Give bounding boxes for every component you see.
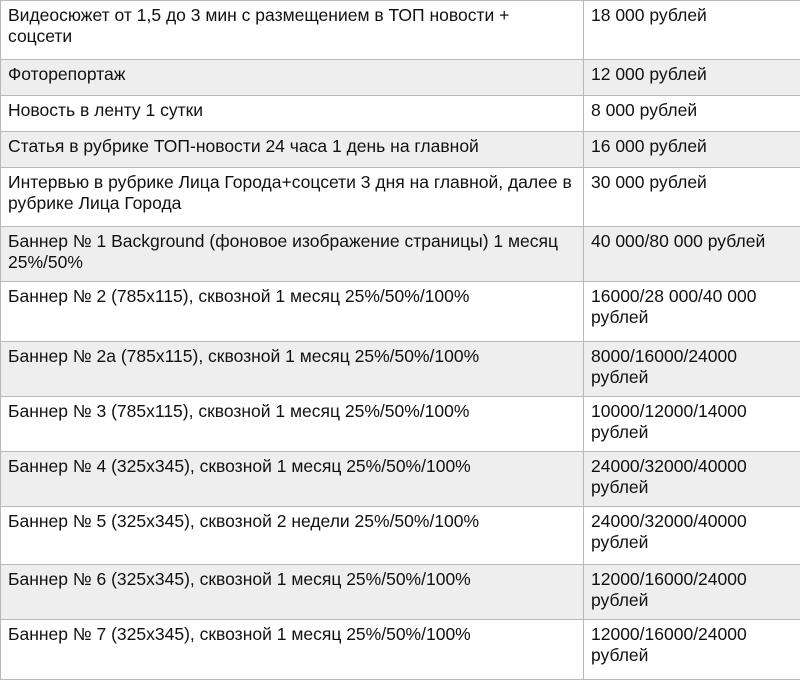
service-cell (1, 282, 584, 342)
service-text: Баннер № 3 (785х115), сквозной 1 месяц 25%/50%/100% (8, 401, 470, 421)
table-row (1, 168, 800, 227)
price-cell (584, 507, 800, 565)
price-cell (584, 620, 800, 680)
table-row (1, 565, 800, 620)
price-text: 8 000 рублей (591, 100, 698, 120)
price-cell (584, 227, 800, 282)
table-row (1, 342, 800, 397)
service-cell (1, 565, 584, 620)
service-text: Баннер № 7 (325х345), сквозной 1 месяц 25%/50%/100% (8, 624, 471, 644)
service-text: Статья в рубрике ТОП-новости 24 часа 1 день на главной (8, 136, 479, 156)
service-cell (1, 132, 584, 168)
price-cell (584, 132, 800, 168)
price-text: 16000/28 000/40 000 рублей (591, 286, 757, 327)
service-text: Фоторепортаж (8, 64, 126, 84)
price-text: 10000/12000/14000 рублей (591, 401, 747, 442)
service-cell (1, 452, 584, 507)
table-row (1, 60, 800, 96)
price-cell (584, 282, 800, 342)
price-text: 16 000 рублей (591, 136, 707, 156)
service-cell (1, 507, 584, 565)
price-text: 24000/32000/40000 рублей (591, 511, 747, 552)
service-text: Баннер № 2 (785х115), сквозной 1 месяц 25%/50%/100% (8, 286, 470, 306)
price-text: 12000/16000/24000 рублей (591, 624, 747, 665)
price-text: 8000/16000/24000 рублей (591, 346, 737, 387)
table-row (1, 96, 800, 132)
service-text: Видеосюжет от 1,5 до 3 мин с размещением в ТОП новости + соцсети (8, 5, 510, 46)
price-cell (584, 60, 800, 96)
service-cell (1, 342, 584, 397)
table-row (1, 282, 800, 342)
service-cell (1, 1, 584, 60)
service-text: Баннер № 5 (325х345), сквозной 2 недели 25%/50%/100% (8, 511, 480, 531)
price-text: 30 000 рублей (591, 172, 707, 192)
service-text: Баннер № 6 (325х345), сквозной 1 месяц 25%/50%/100% (8, 569, 471, 589)
price-cell (584, 96, 800, 132)
table-row (1, 397, 800, 452)
price-cell (584, 168, 800, 227)
price-text: 12 000 рублей (591, 64, 707, 84)
price-text: 24000/32000/40000 рублей (591, 456, 747, 497)
service-cell (1, 397, 584, 452)
price-cell (584, 452, 800, 507)
service-cell (1, 620, 584, 680)
table-row (1, 507, 800, 565)
price-cell (584, 1, 800, 60)
service-cell (1, 60, 584, 96)
price-text: 18 000 рублей (591, 5, 707, 25)
price-cell (584, 397, 800, 452)
table-row (1, 1, 800, 60)
service-text: Баннер № 4 (325х345), сквозной 1 месяц 25%/50%/100% (8, 456, 471, 476)
price-cell (584, 565, 800, 620)
service-cell (1, 227, 584, 282)
table-row (1, 132, 800, 168)
service-cell (1, 168, 584, 227)
service-text: Новость в ленту 1 сутки (8, 100, 204, 120)
price-cell (584, 342, 800, 397)
service-text: Баннер № 1 Background (фоновое изображение страницы) 1 месяц 25%/50% (8, 231, 559, 272)
service-text: Интервью в рубрике Лица Города+соцсети 3 дня на главной, далее в рубрике Лица Города (8, 172, 572, 213)
price-text: 40 000/80 000 рублей (591, 231, 766, 251)
service-text: Баннер № 2а (785х115), сквозной 1 месяц 25%/50%/100% (8, 346, 480, 366)
table-row (1, 452, 800, 507)
price-text: 12000/16000/24000 рублей (591, 569, 747, 610)
table-row (1, 227, 800, 282)
table-row (1, 620, 800, 680)
service-cell (1, 96, 584, 132)
